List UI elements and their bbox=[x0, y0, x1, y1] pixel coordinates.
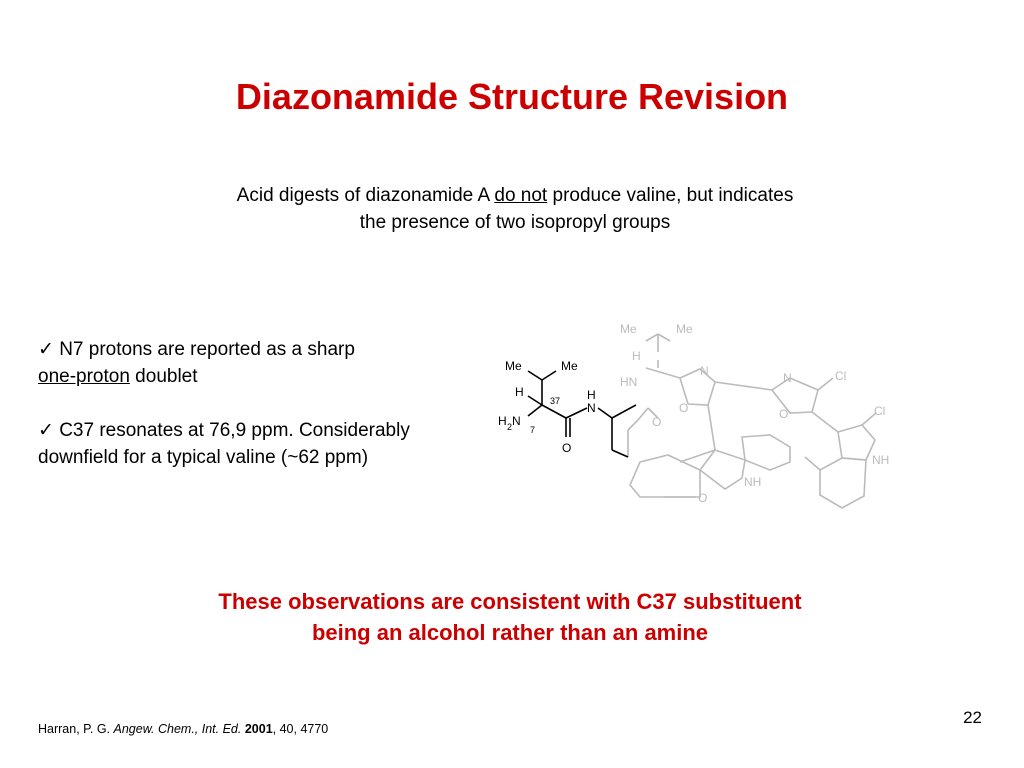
citation bbox=[38, 722, 328, 736]
c37-label: 37 bbox=[550, 396, 561, 406]
intro-part1: Acid digests of diazonamide A bbox=[236, 185, 495, 206]
atom-label: H bbox=[587, 388, 596, 402]
atom-label: H bbox=[515, 385, 524, 399]
atom-label: O bbox=[698, 491, 708, 505]
bullet-list bbox=[38, 336, 508, 498]
page-number: 22 bbox=[963, 708, 982, 727]
atom-label: H bbox=[632, 349, 641, 363]
bullet-text: N7 protons are reported as a sharp bbox=[53, 339, 355, 360]
diazonamide-structure-diagram bbox=[490, 315, 910, 525]
atom-label: HN bbox=[620, 375, 638, 389]
intro-text bbox=[160, 182, 870, 236]
atom-label: NH bbox=[744, 475, 762, 489]
atom-label: O bbox=[562, 441, 572, 455]
intro-part2: produce valine, but indicates bbox=[547, 185, 794, 206]
citation-rest: , 40, 4770 bbox=[272, 722, 329, 736]
atom-label: H bbox=[498, 414, 507, 428]
n7-label: 7 bbox=[530, 425, 536, 435]
atom-label: Me bbox=[676, 322, 693, 336]
bullet-c37-shift bbox=[38, 417, 508, 471]
atom-label: N bbox=[783, 371, 792, 385]
atom-label: N bbox=[512, 414, 521, 428]
conclusion-line1: These observations are consistent with C37 substituent bbox=[218, 589, 802, 614]
atom-label: O bbox=[779, 407, 789, 421]
atom-label: Me bbox=[505, 359, 522, 373]
atom-label: N bbox=[700, 364, 709, 378]
citation-authors: Harran, P. G. bbox=[38, 722, 114, 736]
checkmark-icon: ✓ bbox=[38, 420, 54, 441]
atom-label: NH bbox=[872, 453, 890, 467]
intro-line2: the presence of two isopropyl groups bbox=[359, 212, 671, 233]
intro-underlined: do not bbox=[494, 185, 548, 206]
atom-label: 2 bbox=[507, 422, 513, 432]
citation-year: 2001 bbox=[244, 722, 273, 736]
atom-label: N bbox=[587, 401, 596, 415]
bullet-text: doublet bbox=[129, 366, 198, 387]
atom-label: O bbox=[652, 415, 662, 429]
slide-title: Diazonamide Structure Revision bbox=[235, 76, 789, 117]
checkmark-icon: ✓ bbox=[38, 339, 54, 360]
conclusion-text bbox=[120, 586, 900, 648]
atom-label: Cl bbox=[835, 369, 847, 383]
atom-label: Me bbox=[561, 359, 578, 373]
atom-label: O bbox=[679, 401, 689, 415]
bullet-text: C37 resonates at 76,9 ppm. Considerably bbox=[53, 420, 410, 441]
conclusion-line2: being an alcohol rather than an amine bbox=[311, 620, 709, 645]
bullet-text: downfield for a typical valine (~62 ppm) bbox=[38, 447, 369, 468]
bullet-n7-protons bbox=[38, 336, 508, 390]
citation-journal: Angew. Chem., Int. Ed. bbox=[113, 722, 242, 736]
bullet-underlined: one-proton bbox=[38, 366, 130, 387]
atom-label: Me bbox=[620, 322, 637, 336]
atom-label: Cl bbox=[874, 404, 886, 418]
scaffold-labels bbox=[620, 322, 889, 505]
